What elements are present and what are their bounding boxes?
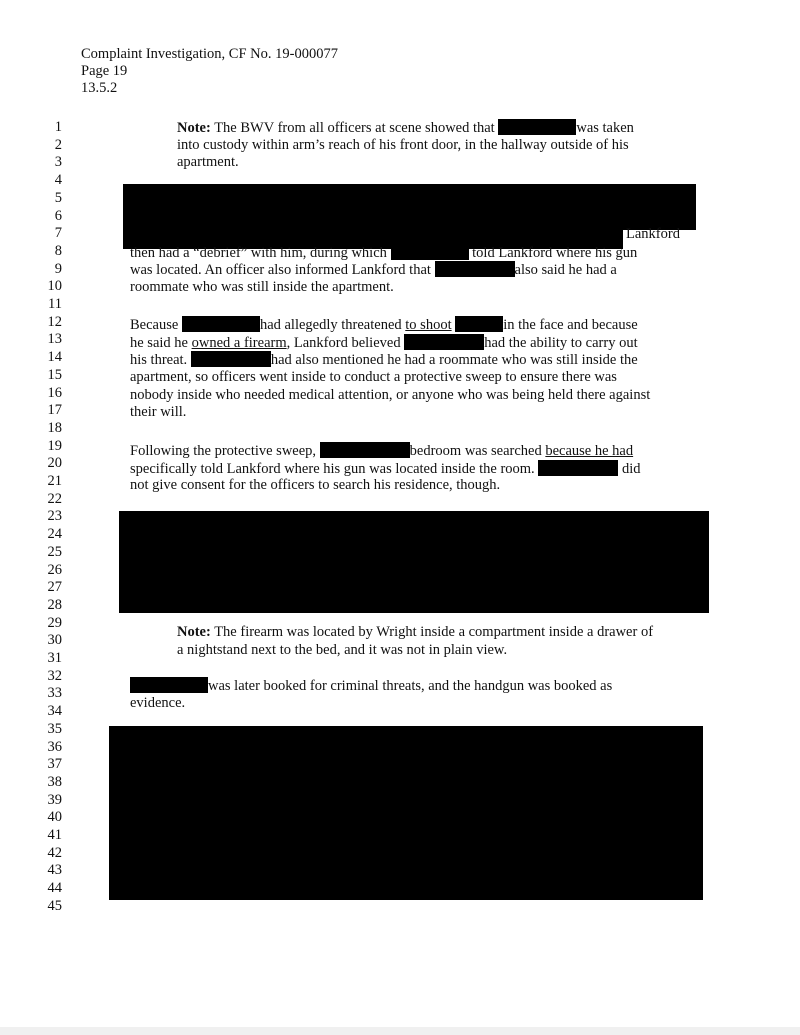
note-paragraph-2 [177,624,653,659]
line-number: 1 [54,119,62,135]
text-span: then had a “debrief” with him, during which [130,244,387,261]
line-number: 18 [47,419,62,436]
note-paragraph-1 [177,119,634,172]
text-line: a nightstand next to the bed, and it was not in plain view. [177,641,508,658]
line-number: 24 [47,526,62,543]
text-line: not give consent for the officers to search his residence, though. [130,477,501,494]
line-number: 42 [47,844,62,861]
text-span: was taken [576,120,634,136]
line-number: 28 [47,596,62,613]
line-number: 25 [47,543,62,560]
redaction-bar [404,334,484,350]
text-span: because he had [545,443,634,459]
line-number: 45 [47,897,62,914]
text-span: had the ability to carry out [484,334,638,351]
note-label: Note: [177,624,211,640]
redaction-block [109,726,703,900]
line-number: 2 [54,136,62,153]
text-line: their will. [130,404,187,421]
text-span: , Lankford believed [286,334,401,351]
text-span: The firearm was located by Wright inside a compartment inside a drawer of [214,624,654,640]
line-number: 8 [54,242,62,259]
line-number: 7 [54,225,62,242]
line-number: 6 [54,207,62,224]
note-label: Note: [177,120,211,136]
line-number: 12 [47,313,62,330]
line-number: 20 [47,455,62,472]
line-number: 4 [54,172,62,189]
line-number: 3 [54,154,62,171]
text-line: roommate who was still inside the apartment. [130,279,394,296]
line-number: 27 [47,579,62,596]
redaction-bar [182,316,260,332]
text-span: also said he had a [514,262,617,279]
paragraph-booking [130,677,612,712]
line-number: 33 [47,685,62,702]
line-number: 26 [47,561,62,578]
line-number: 39 [47,791,62,808]
line-number: 5 [54,189,62,206]
text-span: he said he [130,334,188,351]
text-span: Following the protective sweep, [130,443,317,459]
line-number: 29 [47,614,62,631]
text-line: evidence. [130,694,186,711]
case-title: Complaint Investigation, CF No. 19-000077 [81,46,338,62]
line-number: 37 [47,756,62,773]
text-span: to shoot [405,317,452,333]
text-span: was later booked for criminal threats, and the handgun was booked as [208,678,613,694]
redaction-block [119,511,709,613]
page-number: Page 19 [81,63,128,79]
text-span: The BWV from all officers at scene showed that [214,120,495,136]
line-number: 32 [47,667,62,684]
line-number: 19 [47,437,62,454]
text-line: Lankford [626,226,680,242]
paragraph-protective-sweep [130,316,650,422]
line-number: 40 [47,809,62,826]
text-span: was located. An officer also informed Lankford that [130,262,431,279]
line-number: 34 [47,703,62,720]
redaction-bar [455,316,503,332]
line-number: 30 [47,632,62,649]
line-number: 22 [47,490,62,507]
text-span: bedroom was searched [409,443,542,459]
text-span: his threat. [130,352,188,369]
line-number: 38 [47,773,62,790]
line-number: 15 [47,366,62,383]
line-number: 35 [47,720,62,737]
redaction-bar [538,460,618,476]
text-line: nobody inside who needed medical attention, or anyone who was being held there against [130,386,651,403]
line-number: 41 [47,827,62,843]
document-header [81,46,338,97]
text-span: specifically told Lankford where his gun was located inside the room. [130,460,535,477]
redaction-bar [130,677,208,693]
line-number: 10 [47,278,62,295]
line-number: 11 [48,296,62,312]
text-span: had allegedly threatened [259,317,402,333]
text-span: had also mentioned he had a roommate who was still inside the [270,352,638,369]
line-number: 13 [47,331,62,348]
redaction-bar [191,351,271,367]
redaction-bar [320,442,410,458]
text-line: apartment. [177,154,239,171]
text-span: told Lankford where his gun [472,244,638,261]
redaction-bar [498,119,576,135]
text-span: owned a firearm [191,334,287,351]
text-line: apartment, so officers went inside to conduct a protective sweep to ensure there was [130,369,617,386]
text-line: into custody within arm’s reach of his front door, in the hallway outside of his [177,136,629,153]
line-number: 17 [47,402,62,419]
redaction-block [123,184,696,230]
line-number: 43 [47,862,62,879]
line-number: 31 [47,650,62,666]
line-number: 14 [47,349,62,366]
text-span: did [621,460,641,477]
line-number: 23 [47,508,62,525]
line-number: 44 [47,880,62,897]
paragraph-bedroom-search [130,442,640,495]
text-span: Because [130,317,179,333]
line-number: 16 [47,384,62,401]
section-number: 13.5.2 [81,80,118,96]
paragraph-debrief [130,226,680,297]
line-number: 36 [47,738,62,755]
redaction-bar [435,261,515,277]
line-number: 21 [47,473,62,489]
text-span: in the face and because [503,317,638,333]
line-number: 9 [54,260,62,277]
page-bottom-edge [0,1027,800,1035]
redaction-bar [391,244,469,260]
